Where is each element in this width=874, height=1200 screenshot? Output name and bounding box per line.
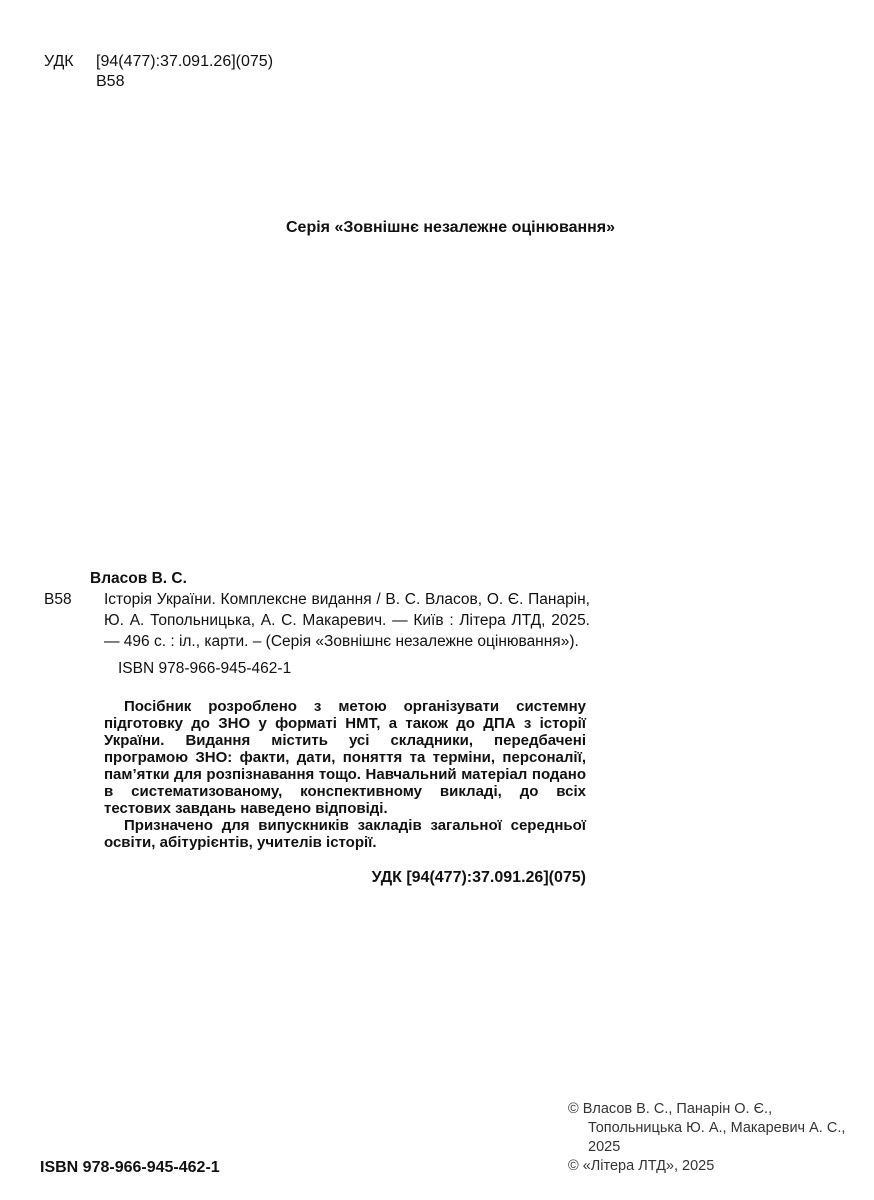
udk-label: УДК — [44, 53, 74, 70]
abstract-paragraph-2: Призначено для випускників закладів загальної середньої освіти, абітурієнтів, учителів історії. — [104, 817, 586, 851]
copyright-line-3: 2025 — [588, 1139, 621, 1155]
record-author: Власов В. С. — [90, 570, 187, 587]
catalog-record — [44, 568, 590, 679]
copyright-line-2: Топольницька Ю. А., Макаревич А. С., — [588, 1120, 846, 1136]
abstract — [104, 698, 586, 851]
record-description: Історія України. Комплексне видання / В. С. Власов, О. Є. Панарін, Ю. А. Топольницька, А. С. Макаревич. — Київ : Літера ЛТД, 2025. — 496 с. : іл., карти. – (Серія «Зовнішнє незалежне оцінювання»). — [104, 591, 590, 650]
abstract-paragraph-1: Посібник розроблено з метою організувати системну підготовку до ЗНО у форматі НМТ, а також до ДПА з історії України. Видання містить усі складники, передбачені програмою ЗНО: факти, дати, поняття та терміни, персоналії, пам’ятки для розпізнавання тощо. Навчальний матеріал подано в систематизованому, конспективному викладі, до всіх тестових завдань наведено відповіді. — [104, 698, 586, 817]
record-code: В58 — [44, 591, 72, 608]
copyright-line-4: © «Літера ЛТД», 2025 — [568, 1158, 715, 1174]
author-mark: В58 — [96, 73, 125, 90]
udk-header — [44, 52, 273, 92]
copyright-block — [568, 1100, 870, 1176]
copyright-line-1: © Власов В. С., Панарін О. Є., — [568, 1101, 773, 1117]
udk-code: [94(477):37.091.26](075) — [96, 53, 274, 70]
record-row — [44, 589, 590, 652]
record-isbn: ISBN 978-966-945-462-1 — [118, 660, 292, 677]
series-title: Серія «Зовнішнє незалежне оцінювання» — [286, 219, 616, 236]
isbn-bottom: ISBN 978-966-945-462-1 — [40, 1159, 220, 1176]
udk-bottom: УДК [94(477):37.091.26](075) — [371, 869, 586, 886]
